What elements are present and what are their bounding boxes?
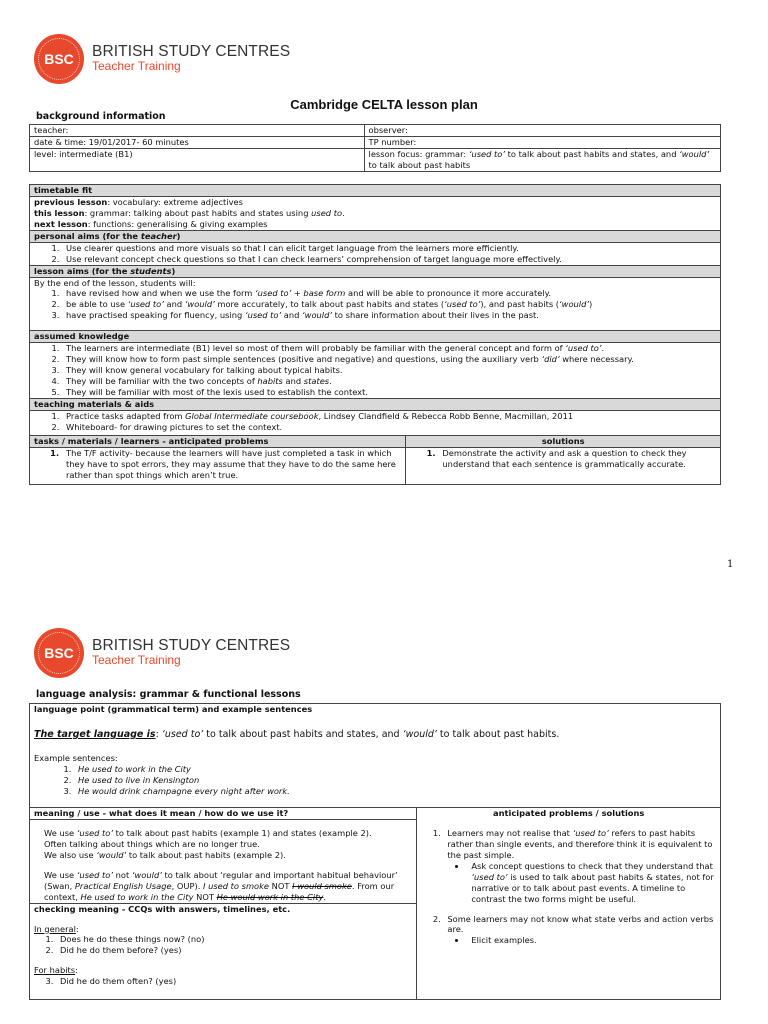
bsc-logo-icon: BSC [34,628,84,678]
anticipated-problems-cell [417,808,721,1000]
list-item: 2. Use relevant concept check questions so that I can check learners’ comprehension of target language more effectively. [62,254,716,265]
list-item: 2. be able to use ‘used to’ and ‘would’ more accurately, to talk about past habits and states (‘used to’), and past habits (‘would’) [62,299,716,310]
section-language-analysis: language analysis: grammar & functional lessons [36,689,301,700]
tp-number-cell: TP number: [364,136,720,148]
bsc-logo-icon: BSC [34,34,84,84]
brand-subtitle: Teacher Training [92,59,181,74]
list-item: • Ask concept questions to check that they understand that ‘used to’ is used to talk about past habits & states, not for narrative or to talk about past events. A timeline to contrast the two forms might be useful. [467,861,716,905]
brand-subtitle: Teacher Training [92,653,181,668]
solutions-header: solutions [406,435,721,447]
list-item: 2. Did he do them before? (yes) [56,945,412,956]
list-item: 4. They will be familiar with the two concepts of habits and states. [62,376,716,387]
teaching-materials-header: teaching materials & aids [30,398,721,410]
language-point-header: language point (grammatical term) and example sentences [34,704,313,714]
brand-name: BRITISH STUDY CENTRES [92,42,291,60]
list-item: 1. Learners may not realise that ‘used to’ refers to past habits rather than single events, and therefore think it is equivalent to the past simple. • Ask concept questions to check that they understand that ‘used to’ is used to talk about past habits & states, not for narrative or to talk about past events. A timeline to contrast the two forms might be useful. [443,828,716,914]
checking-meaning-cell: checking meaning - CCQs with answers, timelines, etc. In general: 1. Does he do these things now? (no) 2. Did he do them before? (yes) For habits: 3. Did he do them often? (yes) [30,903,417,999]
observer-cell: observer: [364,125,720,137]
meaning-use-header: meaning / use - what does it mean / how do we use it? [30,808,417,820]
list-item: 2. Some learners may not know what state verbs and action verbs are. • Elicit examples. [443,914,716,947]
list-item: 2. Whiteboard- for drawing pictures to set the context. [62,422,716,433]
list-item: • Elicit examples. [467,935,716,946]
checking-meaning-header: checking meaning - CCQs with answers, timelines, etc. [34,903,291,914]
teacher-cell: teacher: [30,125,365,137]
list-item: 3. They will know general vocabulary for talking about typical habits. [62,365,716,376]
list-item: 1. Does he do these things now? (no) [56,934,412,945]
lesson-plan-table [29,184,721,485]
list-item: 1. He used to work in the City [74,764,716,775]
target-language-line: The target language is: ‘used to’ to talk about past habits and states, and ‘would’ to talk about past habits. [34,728,560,740]
page-number: 1 [727,559,734,570]
brand-name: BRITISH STUDY CENTRES [92,636,291,654]
list-item: 2. He used to live in Kensington [74,775,716,786]
assumed-knowledge-header: assumed knowledge [30,331,721,343]
problem-cell [30,447,406,485]
list-item: 1. The learners are intermediate (B1) level so most of them will probably be familiar with the general concept and form of ‘used to’. [62,343,716,354]
lesson-aims-cell: By the end of the lesson, students will: 1. have revised how and when we use the form ‘used to’ + base form and will be able to pronounce it more accurately. 2. be able to use ‘used to’ and ‘would’ more accurately, to talk about past habits and states (‘used to’), and past habits (‘would’) 3. have practised speaking for fluency, using ‘used to’ and ‘would’ to share information about their lives in the past. [30,277,721,331]
brand-logo [34,34,290,84]
list-item: 3. have practised speaking for fluency, using ‘used to’ and ‘would’ to share information about their lives in the past. [62,310,716,321]
section-background-information: background information [36,111,166,122]
language-point-cell [30,704,721,808]
personal-aims-cell [30,242,721,265]
date-cell: date & time: 19/01/2017- 60 minutes [30,136,365,148]
list-item: 5. They will be familiar with most of the lexis used to establish the context. [62,387,716,398]
solution-cell [406,447,721,485]
list-item: 1. have revised how and when we use the form ‘used to’ + base form and will be able to pronounce it more accurately. [62,288,716,299]
list-item: 1. Practice tasks adapted from Global Intermediate coursebook, Lindsey Clandfield & Rebecca Robb Benne, Macmillan, 2011 [62,411,716,422]
timetable-fit-cell: previous lesson: vocabulary: extreme adjectives this lesson: grammar: talking about past habits and states using used to. next lesson: functions: generalising & giving examples [30,196,721,230]
list-item: 2. They will know how to form past simple sentences (positive and negative) and questions, using the auxiliary verb ‘did’ where necessary. [62,354,716,365]
anticipated-solutions-header: anticipated problems / solutions [493,808,645,818]
anticipated-problems-header: tasks / materials / learners - anticipated problems [30,435,406,447]
language-analysis-table [29,703,721,1000]
background-info-table [29,124,721,172]
list-item: 1. Use clearer questions and more visuals so that I can elicit target language from the learners more efficiently. [62,243,716,254]
assumed-knowledge-cell [30,343,721,399]
list-item: 1. The T/F activity- because the learners will have just completed a task in which they have to spot errors, they may assume that they have to do the same here rather than spot things which aren’t true. [62,448,401,481]
list-item: 3. Did he do them often? (yes) [56,976,412,987]
lesson-aims-header: lesson aims (for the students) [30,265,721,277]
brand-logo-page-2 [34,628,290,678]
teaching-materials-cell [30,410,721,435]
list-item: 1. Demonstrate the activity and ask a question to check they understand that each sentence is grammatically accurate. [438,448,716,470]
page-title: Cambridge CELTA lesson plan [290,97,478,112]
level-cell: level: intermediate (B1) [30,148,365,171]
list-item: 3. He would drink champagne every night after work. [74,786,716,797]
meaning-use-cell: We use ‘used to’ to talk about past habits (example 1) and states (example 2). Often talking about things which are no longer true. We also use ‘would’ to talk about past habits (example 2). We use ‘used to’ not ‘would’ to talk about ‘regular and important habitual behaviour’ (Swan, Practical English Usage, OUP). I used to smoke NOT I would smoke. From our context, He used to work in the City NOT He would work in the City. [30,819,417,903]
example-sentences-label: Example sentences: [34,753,118,764]
personal-aims-header: personal aims (for the teacher) [30,230,721,242]
timetable-fit-header: timetable fit [30,185,721,197]
lesson-focus-cell: lesson focus: grammar: ‘used to’ to talk about past habits and states, and ‘would’ to talk about past habits [364,148,720,171]
